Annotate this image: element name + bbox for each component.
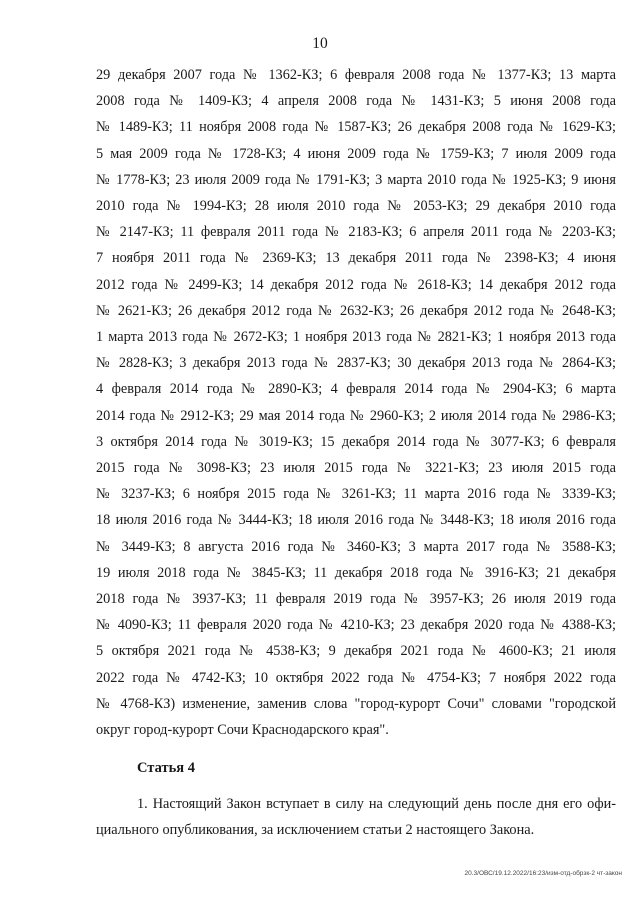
law-amendments-text: [96, 62, 616, 743]
text-line: 2022 года № 4742-КЗ; 10 октября 2022 года № 4754-КЗ; 7 ноября 2022 года: [96, 669, 616, 686]
article-paragraph: [96, 791, 616, 843]
paragraph-line: циального опубликования, за исключением статьи 2 настоящего Закона.: [96, 822, 535, 838]
text-line: 3 октября 2014 года № 3019-КЗ; 15 декабря 2014 года № 3077-КЗ; 6 февраля: [96, 433, 616, 450]
text-line: 2012 года № 2499-КЗ; 14 декабря 2012 года № 2618-КЗ; 14 декабря 2012 года: [96, 276, 616, 293]
text-line: 5 октября 2021 года № 4538-КЗ; 9 декабря 2021 года № 4600-КЗ; 21 июля: [96, 643, 616, 660]
text-line: № 3449-КЗ; 8 августа 2016 года № 3460-КЗ; 3 марта 2017 года № 3588-КЗ;: [96, 538, 616, 555]
text-line: 2014 года № 2912-КЗ; 29 мая 2014 года № 2960-КЗ; 2 июля 2014 года № 2986-КЗ;: [96, 407, 616, 424]
text-line: 2015 года № 3098-КЗ; 23 июля 2015 года № 3221-КЗ; 23 июля 2015 года: [96, 460, 616, 477]
text-line: 2008 года № 1409-КЗ; 4 апреля 2008 года № 1431-КЗ; 5 июня 2008 года: [96, 93, 616, 110]
text-line: № 1778-КЗ; 23 июля 2009 года № 1791-КЗ; 3 марта 2010 года № 1925-КЗ; 9 июня: [96, 171, 616, 188]
text-line: 1 марта 2013 года № 2672-КЗ; 1 ноября 2013 года № 2821-КЗ; 1 ноября 2013 года: [96, 329, 616, 346]
text-line: № 2621-КЗ; 26 декабря 2012 года № 2632-КЗ; 26 декабря 2012 года № 2648-КЗ;: [96, 302, 616, 319]
article-heading: Статья 4: [137, 760, 195, 776]
text-line: № 4768-КЗ) изменение, заменив слова "город-курорт Сочи" словами "городской: [96, 695, 616, 712]
paragraph-line: 1. Настоящий Закон вступает в силу на следующий день после дня его офи-: [137, 796, 616, 812]
text-line: № 1489-КЗ; 11 ноября 2008 года № 1587-КЗ; 26 декабря 2008 года № 1629-КЗ;: [96, 119, 616, 136]
text-line: № 3237-КЗ; 6 ноября 2015 года № 3261-КЗ; 11 марта 2016 года № 3339-КЗ;: [96, 486, 616, 503]
text-line: 7 ноября 2011 года № 2369-КЗ; 13 декабря 2011 года № 2398-КЗ; 4 июня: [96, 250, 616, 267]
text-line: 18 июля 2016 года № 3444-КЗ; 18 июля 2016 года № 3448-КЗ; 18 июля 2016 года: [96, 512, 616, 529]
page-number: 10: [312, 35, 328, 52]
text-line: 29 декабря 2007 года № 1362-КЗ; 6 февраля 2008 года № 1377-КЗ; 13 марта: [96, 67, 616, 83]
text-line: 2010 года № 1994-КЗ; 28 июля 2010 года № 2053-КЗ; 29 декабря 2010 года: [96, 198, 616, 215]
text-line: № 2828-КЗ; 3 декабря 2013 года № 2837-КЗ; 30 декабря 2013 года № 2864-КЗ;: [96, 355, 616, 372]
document-footer-code: 20.3/ОВС/19.12.2022/16:23/изм-отд-обрзк-2 чт-закон: [464, 870, 622, 877]
text-line: 4 февраля 2014 года № 2890-КЗ; 4 февраля 2014 года № 2904-КЗ; 6 марта: [96, 381, 616, 398]
text-line: 5 мая 2009 года № 1728-КЗ; 4 июня 2009 года № 1759-КЗ; 7 июля 2009 года: [96, 145, 616, 162]
text-line: 19 июля 2018 года № 3845-КЗ; 11 декабря 2018 года № 3916-КЗ; 21 декабря: [96, 564, 616, 581]
text-line: 2018 года № 3937-КЗ; 11 февраля 2019 года № 3957-КЗ; 26 июля 2019 года: [96, 591, 616, 608]
text-line: № 4090-КЗ; 11 февраля 2020 года № 4210-КЗ; 23 декабря 2020 года № 4388-КЗ;: [96, 617, 616, 634]
text-line: № 2147-КЗ; 11 февраля 2011 года № 2183-КЗ; 6 апреля 2011 года № 2203-КЗ;: [96, 224, 616, 241]
text-line: округ город-курорт Сочи Краснодарского края".: [96, 722, 389, 739]
